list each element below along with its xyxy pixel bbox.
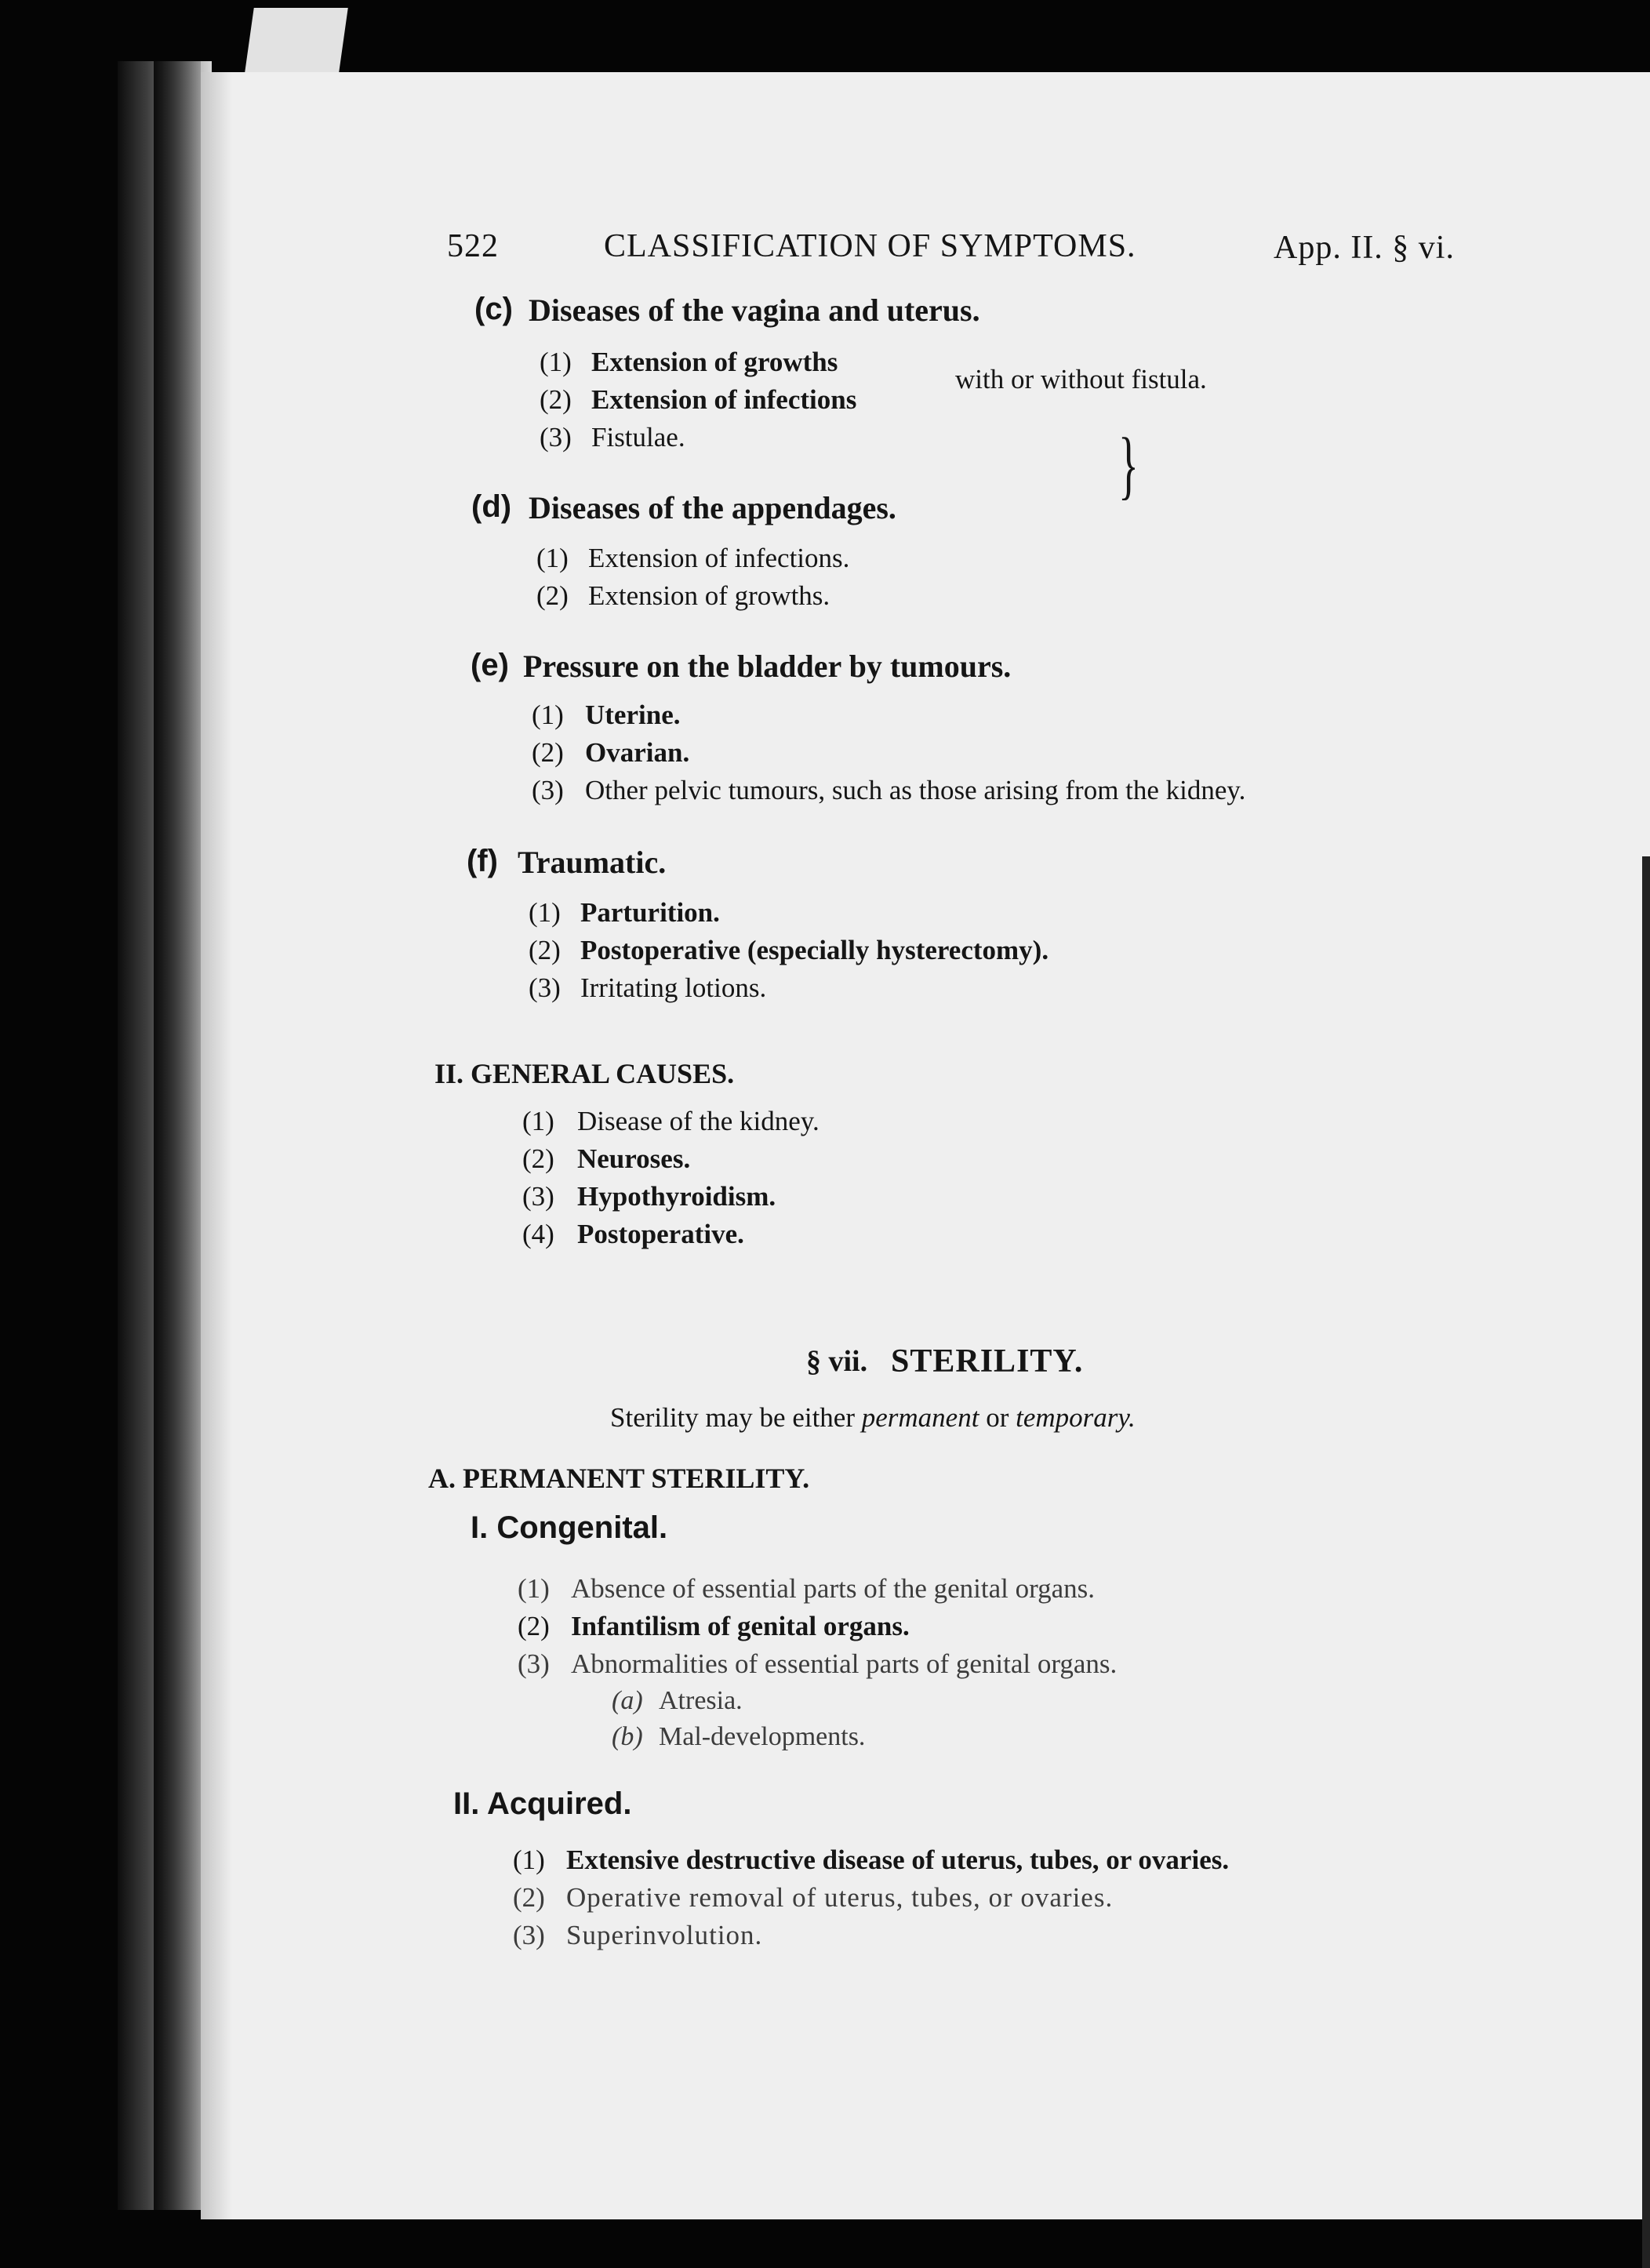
list-item-number: (3) — [513, 1920, 545, 1950]
section-d-label: (d) — [471, 489, 512, 524]
list-item-number: (2) — [529, 935, 561, 965]
section-d-title: Diseases of the appendages. — [529, 490, 896, 525]
intro-text: Sterility may be either — [610, 1402, 855, 1433]
list-item: Disease of the kidney. — [577, 1106, 820, 1136]
section-e-label: (e) — [471, 648, 509, 682]
list-item: Abnormalities of essential parts of genital organs. — [571, 1648, 1118, 1679]
list-item: Extension of growths — [591, 347, 838, 377]
list-item: Extensive destructive disease of uterus, tubes, or ovaries. — [566, 1845, 1230, 1875]
page-gutter-shadow — [201, 72, 232, 2219]
list-item-number: (3) — [540, 422, 572, 453]
list-item-number: (1) — [518, 1573, 550, 1604]
sub-item-number: (a) — [612, 1686, 643, 1715]
list-item: Infantilism of genital organs. — [571, 1611, 910, 1641]
list-item: Extension of growths. — [588, 580, 830, 611]
book-page — [201, 72, 1650, 2219]
list-item: Postoperative. — [577, 1219, 744, 1249]
list-item-number: (1) — [540, 347, 572, 377]
list-item-number: (2) — [518, 1611, 550, 1641]
list-item: Fistulae. — [591, 422, 685, 453]
list-item-number: (2) — [522, 1143, 554, 1174]
list-item: Extension of infections — [591, 384, 857, 415]
list-item-number: (1) — [529, 897, 561, 928]
running-title: CLASSIFICATION OF SYMPTOMS. — [604, 228, 1136, 264]
sterility-intro — [610, 1402, 1136, 1434]
list-item: Other pelvic tumours, such as those arising from the kidney. — [585, 775, 1246, 805]
permanent-sterility-heading: A. PERMANENT STERILITY. — [428, 1463, 810, 1494]
intro-emphasis-temporary: temporary. — [1016, 1402, 1136, 1433]
section-f-title: Traumatic. — [518, 845, 667, 880]
list-item: Neuroses. — [577, 1143, 691, 1174]
sterility-heading: STERILITY. — [891, 1343, 1084, 1379]
brace-note: with or without fistula. — [955, 364, 1207, 394]
section-c-label: (c) — [474, 292, 513, 326]
section-e-title: Pressure on the bladder by tumours. — [523, 649, 1012, 684]
general-causes-heading: II. GENERAL CAUSES. — [434, 1058, 735, 1089]
list-item: Extension of infections. — [588, 543, 850, 573]
list-item-number: (3) — [529, 972, 561, 1003]
list-item-number: (1) — [532, 700, 564, 730]
list-item: Absence of essential parts of the genital organs. — [571, 1573, 1096, 1604]
intro-emphasis-permanent: permanent — [861, 1402, 979, 1433]
list-item: Postoperative (especially hysterectomy). — [580, 935, 1049, 965]
section-reference: App. II. § vi. — [1274, 230, 1455, 266]
list-item: Parturition. — [580, 897, 720, 928]
list-item-number: (1) — [536, 543, 569, 573]
list-item-number: (2) — [532, 737, 564, 768]
list-item: Uterine. — [585, 700, 681, 730]
list-item-number: (3) — [532, 775, 564, 805]
section-c-title: Diseases of the vagina and uterus. — [529, 293, 980, 328]
book-spine-shadow — [154, 61, 201, 2210]
list-item: Irritating lotions. — [580, 972, 767, 1003]
section-f-label: (f) — [467, 844, 498, 878]
sub-item-number: (b) — [612, 1722, 643, 1751]
scan-tab-shape — [245, 8, 348, 72]
list-item-number: (3) — [522, 1181, 554, 1212]
list-item: Operative removal of uterus, tubes, or ovaries. — [566, 1882, 1114, 1913]
intro-text-or: or — [986, 1402, 1009, 1433]
grouping-brace: } — [1118, 423, 1139, 507]
congenital-heading: I. Congenital. — [471, 1510, 668, 1545]
list-item-number: (1) — [513, 1845, 545, 1875]
page-number: 522 — [447, 228, 499, 264]
sub-item: Atresia. — [659, 1686, 743, 1715]
list-item: Hypothyroidism. — [577, 1181, 776, 1212]
list-item-number: (3) — [518, 1648, 550, 1679]
list-item: Superinvolution. — [566, 1920, 763, 1950]
list-item-number: (2) — [540, 384, 572, 415]
acquired-heading: II. Acquired. — [453, 1786, 632, 1821]
list-item-number: (2) — [536, 580, 569, 611]
list-item-number: (4) — [522, 1219, 554, 1249]
list-item: Ovarian. — [585, 737, 690, 768]
sub-item: Mal-developments. — [659, 1722, 866, 1751]
section-marker: § vii. — [806, 1345, 868, 1378]
list-item-number: (1) — [522, 1106, 554, 1136]
list-item-number: (2) — [513, 1882, 545, 1913]
page-right-edge — [1642, 856, 1650, 2268]
